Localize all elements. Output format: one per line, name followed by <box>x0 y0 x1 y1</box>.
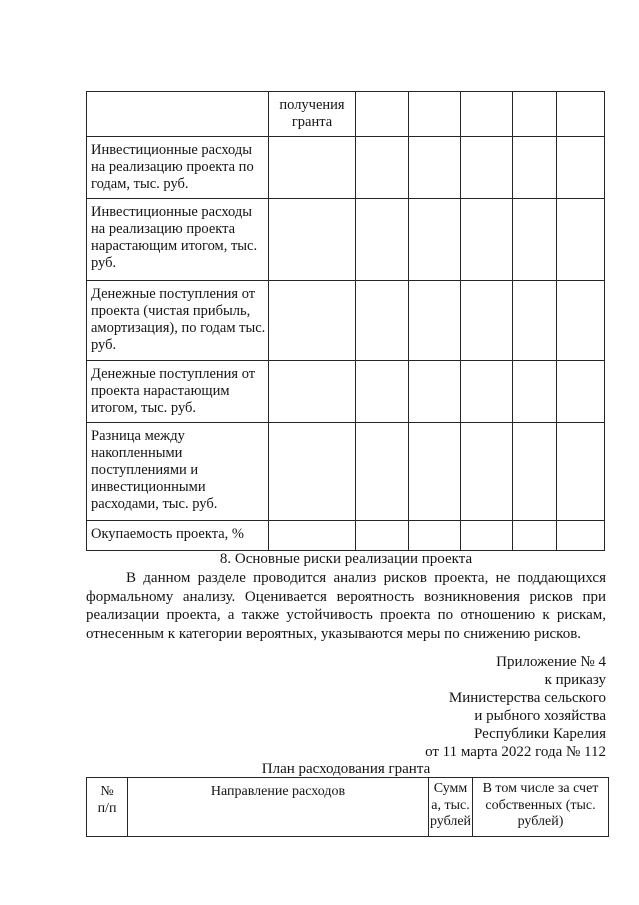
table-cell <box>269 137 356 199</box>
table-cell <box>557 281 605 361</box>
table-cell <box>409 521 461 551</box>
header-cell-own-funds: В том числе за счет собственных (тыс. рублей) <box>473 778 609 837</box>
appendix-line: и рыбного хозяйства <box>474 708 606 724</box>
table-row <box>87 423 605 521</box>
table-cell <box>461 137 513 199</box>
appendix-line: Министерства сельского <box>448 690 606 706</box>
table-cell <box>461 521 513 551</box>
table-cell <box>409 92 461 137</box>
table-cell <box>356 199 409 281</box>
table-cell <box>557 199 605 281</box>
appendix-line: от 11 марта 2022 года № 112 <box>425 744 606 760</box>
table-header-row <box>87 92 605 137</box>
table-cell <box>513 199 557 281</box>
table-cell <box>461 423 513 521</box>
row-label: Разница между накопленными поступлениями и инвестиционными расходами, тыс. руб. <box>87 423 269 521</box>
grant-spending-plan-table <box>86 777 609 837</box>
table-cell <box>356 423 409 521</box>
table-cell <box>461 361 513 423</box>
table-cell <box>513 137 557 199</box>
header-cell-number: № п/п <box>87 778 128 837</box>
table-row <box>87 361 605 423</box>
table-cell <box>513 92 557 137</box>
row-label: Денежные поступления от проекта нарастающим итогом, тыс. руб. <box>87 361 269 423</box>
table-cell <box>409 137 461 199</box>
table-cell <box>269 361 356 423</box>
appendix-line: к приказу <box>544 672 606 688</box>
table-cell <box>513 361 557 423</box>
row-label: Инвестиционные расходы на реализацию проекта по годам, тыс. руб. <box>87 137 269 199</box>
table-cell <box>409 281 461 361</box>
table-header-row <box>87 778 609 837</box>
table-cell <box>557 137 605 199</box>
project-indicators-table <box>86 91 605 551</box>
appendix-line: Приложение № 4 <box>496 654 606 670</box>
table-cell <box>513 521 557 551</box>
table-cell <box>409 423 461 521</box>
header-cell-direction: Направление расходов <box>128 778 429 837</box>
table-cell <box>513 423 557 521</box>
table-cell <box>409 361 461 423</box>
table-cell <box>557 521 605 551</box>
header-cell-sum: Сумма, тыс. рублей <box>429 778 473 837</box>
table-row <box>87 137 605 199</box>
row-label: Денежные поступления от проекта (чистая прибыль, амортизация), по годам тыс. руб. <box>87 281 269 361</box>
row-label: Инвестиционные расходы на реализацию проекта нарастающим итогом, тыс. руб. <box>87 199 269 281</box>
table-cell <box>269 423 356 521</box>
header-cell-grant-receipt: получения гранта <box>269 92 356 137</box>
row-label: Окупаемость проекта, % <box>87 521 269 551</box>
table-row <box>87 199 605 281</box>
table-row <box>87 281 605 361</box>
table-cell <box>557 361 605 423</box>
table-cell <box>356 281 409 361</box>
table-cell <box>461 281 513 361</box>
table-cell <box>356 137 409 199</box>
table-row <box>87 521 605 551</box>
table-cell <box>356 361 409 423</box>
table-cell <box>269 281 356 361</box>
table-cell <box>557 423 605 521</box>
appendix-block <box>306 653 606 761</box>
plan-title: План расходования гранта <box>261 761 431 777</box>
table-cell <box>269 521 356 551</box>
table-cell <box>356 521 409 551</box>
table-cell <box>557 92 605 137</box>
table-cell <box>461 199 513 281</box>
table-cell <box>409 199 461 281</box>
section-paragraph: В данном разделе проводится анализ рисков проекта, не поддающихся формальному анализу. Оценивается вероятность возникновения рисков при реализации проекта, а также устойчивость проекта по отношению к рискам, отнесенным к категории вероятных, указываются меры по снижению рисков. <box>86 570 606 642</box>
table-cell <box>513 281 557 361</box>
appendix-line: Республики Карелия <box>473 726 606 742</box>
section-heading: 8. Основные риски реализации проекта <box>219 551 473 567</box>
table-cell <box>87 92 269 137</box>
table-cell <box>356 92 409 137</box>
table-cell <box>461 92 513 137</box>
table-cell <box>269 199 356 281</box>
